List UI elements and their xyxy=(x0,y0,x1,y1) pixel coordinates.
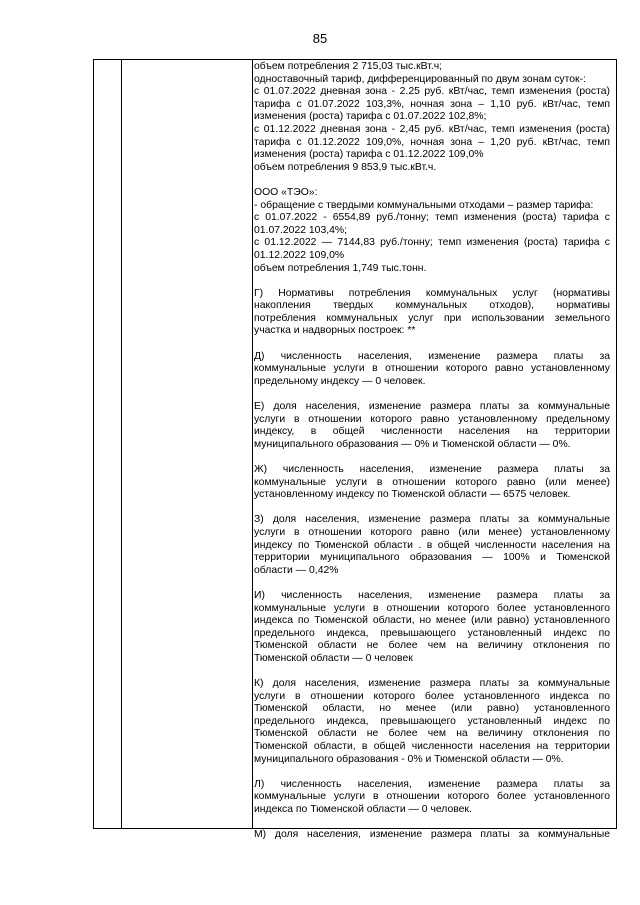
text-line: индекса по Тюменской области — 0 человек. xyxy=(254,804,472,816)
text-line: коммунальные услуги в отношении которого равно (или менее) xyxy=(254,476,610,488)
table-text-cell xyxy=(254,61,610,854)
paragraph xyxy=(254,779,610,817)
paragraph xyxy=(254,351,610,389)
text-line: с 01.07.2022 - 6554,89 руб./тонну; темп изменения (роста) тарифа с xyxy=(254,212,610,224)
text-line: 01.12.2022 109,0% xyxy=(254,249,345,261)
text-line: предельного индекса, превышающего установленный индекс по xyxy=(254,715,610,727)
paragraph xyxy=(254,61,610,174)
text-line: территории муниципального образования — 100% и Тюменской xyxy=(254,552,610,564)
text-line: накопления твердых коммунальных отходов), нормативы xyxy=(254,300,610,312)
text-line: Г) Нормативы потребления коммунальных услуг (нормативы xyxy=(254,287,610,299)
text-line: И) численность населения, изменение размера платы за xyxy=(254,589,610,601)
text-line: с 01.12.2022 дневная зона - 2,45 руб. кВт/час, темп изменения (роста) xyxy=(254,123,610,135)
text-line: - обращение с твердыми коммунальными отходами – размер тарифа: xyxy=(254,199,594,211)
text-line: Л) численность населения, изменение размера платы за xyxy=(254,778,610,790)
text-line: изменения (роста) тарифа с 01.07.2022 102,8%; xyxy=(254,111,487,123)
text-line: индексу по Тюменской области . в общей численности населения на xyxy=(254,539,610,551)
text-line: коммунальные услуги в отношении которого более установленного xyxy=(254,791,610,803)
paragraph xyxy=(254,288,610,338)
text-line: услуги в отношении которого более установленного индекса по xyxy=(254,690,610,702)
paragraph xyxy=(254,401,610,451)
text-line: тарифа с 01.12.2022 109,0%, ночная зона – 1,20 руб. кВт/час, темп xyxy=(254,136,610,148)
text-line: коммунальные услуги в отношении которого более установленного xyxy=(254,602,610,614)
text-line: Тюменской области не более чем на величину отклонения по xyxy=(254,728,610,740)
text-line: тарифа с 01.07.2022 103,3%, ночная зона – 1,10 руб. кВт/час, темп xyxy=(254,98,610,110)
text-line: предельного индекса, превышающего установленный индекс по xyxy=(254,627,610,639)
text-line: с 01.12.2022 — 7144,83 руб./тонну; темп изменения (роста) тарифа с xyxy=(254,237,610,249)
text-line: Тюменской области не более чем на величину отклонения по xyxy=(254,640,610,652)
text-line: предельному индексу — 0 человек. xyxy=(254,375,426,387)
text-line: объем потребления 9 853,9 тыс.кВт.ч. xyxy=(254,161,437,173)
text-line: Тюменской области — 0 человек xyxy=(254,652,413,664)
text-line: изменения (роста) тарифа с 01.12.2022 109,0% xyxy=(254,149,484,161)
text-line: потребления коммунальных услуг при использовании земельного xyxy=(254,312,610,324)
text-line: с 01.07.2022 дневная зона - 2.25 руб. кВт/час, темп изменения (роста) xyxy=(254,86,610,98)
text-line: участка и надворных построек: ** xyxy=(254,325,416,337)
paragraph xyxy=(254,514,610,577)
text-line: индексу, в общей численности населения на территории xyxy=(254,426,610,438)
text-line: объем потребления 1,749 тыс.тонн. xyxy=(254,262,427,274)
text-line: области — 0,42% xyxy=(254,564,339,576)
text-line: 01.07.2022 103,4%; xyxy=(254,224,348,236)
text-line: Тюменской области, но менее (или равно) установленного xyxy=(254,703,610,715)
paragraph xyxy=(254,678,610,766)
text-line: муниципального образования — 0% и Тюменской области — 0%. xyxy=(254,438,571,450)
text-line: услуги в отношении которого равно (или менее) установленному xyxy=(254,526,610,538)
table-column-divider xyxy=(252,60,253,828)
paragraph xyxy=(254,187,610,275)
text-line: услуги в отношении которого равно установленному предельному xyxy=(254,413,610,425)
paragraph xyxy=(254,829,610,842)
text-line: индекса по Тюменской области, но менее (или равно) установленного xyxy=(254,615,610,627)
text-line: объем потребления 2 715,03 тыс.кВт.ч; xyxy=(254,61,443,72)
page-number: 85 xyxy=(312,31,328,46)
text-line: коммунальные услуги в отношении которого равно установленному xyxy=(254,363,610,375)
text-line: Ж) численность населения, изменение размера платы за xyxy=(254,464,610,475)
text-line: Д) численность населения, изменение размера платы за xyxy=(254,350,610,362)
text-line: Тюменской области, в общей численности населения на территории xyxy=(254,741,610,753)
text-line: муниципального образования - 0% и Тюменской области — 0%. xyxy=(254,753,564,765)
text-line: К) доля населения, изменение размера платы за коммунальные xyxy=(254,678,610,690)
table-column-divider xyxy=(121,60,122,828)
paragraph xyxy=(254,590,610,666)
text-line: Е) доля населения, изменение размера платы за коммунальные xyxy=(254,401,610,413)
paragraph xyxy=(254,464,610,502)
text-line: ООО «ТЭО»: xyxy=(254,186,318,198)
text-line: З) доля населения, изменение размера платы за коммунальные xyxy=(254,514,610,526)
text-line: М) доля населения, изменение размера платы за коммунальные xyxy=(254,829,610,841)
text-line: одноставочный тариф, дифференцированный по двум зонам суток-: xyxy=(254,73,586,85)
text-line: установленному индексу по Тюменской области — 6575 человек. xyxy=(254,489,571,501)
